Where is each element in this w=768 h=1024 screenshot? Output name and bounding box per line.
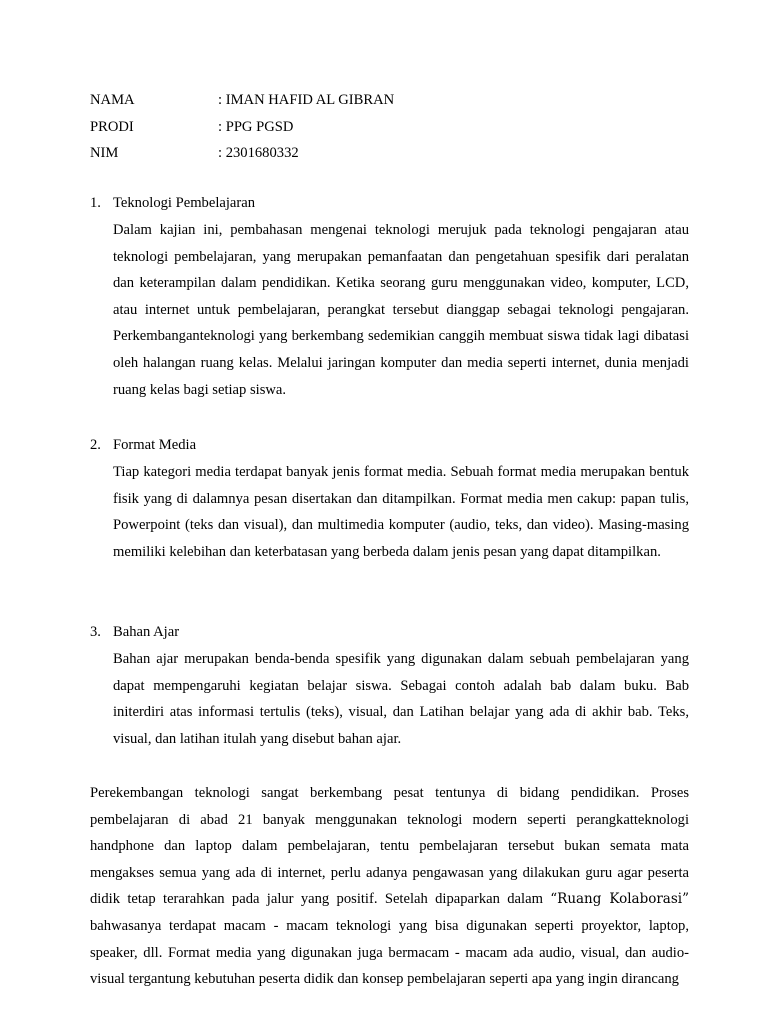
section-number: 1.: [90, 195, 101, 211]
section-1-heading: [90, 195, 255, 212]
section-3-heading: [90, 624, 179, 641]
section-2-body: Tiap kategori media terdapat banyak jenis format media. Sebuah format media merupakan bentuk fisik yang di dalamnya pesan disertakan dan ditampilkan. Format media men cakup: papan tulis, Powerpoint (teks dan visual), dan multimedia komputer (audio, teks, dan video). Masing-masing memiliki kelebihan dan keterbatasan yang berbeda dalam jenis pesan yang dapat ditampilkan.: [113, 464, 689, 560]
identity-block: [90, 87, 394, 167]
section-title: Bahan Ajar: [113, 624, 180, 640]
section-3-body: Bahan ajar merupakan benda-benda spesifik yang digunakan dalam sebuah pembelajaran yang dapat mempengaruhi kegiatan belajar siswa. Sebagai contoh adalah bab dalam buku. Bab initerdiri atas informasi tertulis (teks), visual, dan Latihan belajar yang ada di akhir bab. Teks, visual, dan latihan itulah yang disebut bahan ajar.: [113, 651, 689, 747]
identity-row-prodi: [90, 114, 394, 141]
section-title: Teknologi Pembelajaran: [113, 195, 256, 211]
identity-value: : PPG PGSD: [218, 118, 294, 135]
identity-value: : IMAN HAFID AL GIBRAN: [218, 92, 395, 108]
identity-label: NAMA: [90, 92, 135, 108]
closing-text-after: bahwasanya terdapat macam - macam teknologi yang bisa digunakan seperti proyektor, laptop, speaker, dll. Format media yang digunakan juga bermacam - macam ada audio, visual, dan audio-visual tergantung kebutuhan peserta didik dan konsep pembelajaran seperti apa yang ingin dirancang: [90, 917, 689, 988]
section-number: 2.: [90, 437, 101, 453]
identity-row-nim: [90, 140, 394, 167]
closing-text-before: Perekembangan teknologi sangat berkembang pesat tentunya di bidang pendidikan. Proses pembelajaran di abad 21 banyak menggunakan teknologi modern seperti perangkatteknologi handphone dan laptop dalam pembelajaran, tentu pembelajaran tersebut bukan semata mata mengakses semua yang ada di internet, perlu adanya pengawasan yang dilakukan guru agar peserta didik tetap terarahkan pada jalur yang positif. Setelah dipaparkan dalam: [90, 785, 689, 908]
identity-row-nama: [90, 87, 394, 114]
identity-label: NIM: [90, 145, 119, 162]
section-title: Format Media: [113, 437, 197, 453]
section-number: 3.: [90, 624, 101, 640]
section-1-body: Dalam kajian ini, pembahasan mengenai teknologi merujuk pada teknologi pengajaran atau teknologi pembelajaran, yang merupakan pemanfaatan dan pengetahuan spesifik dari peralatan dan keterampilan dalam pendidikan. Ketika seorang guru menggunakan video, komputer, LCD, atau internet untuk pembelajaran, perangkat tersebut dianggap sebagai teknologi pengajaran. Perkembanganteknologi yang berkembang sedemikian canggih membuat siswa tidak lagi dibatasi oleh halangan ruang kelas. Melalui jaringan komputer dan media seperti internet, dunia menjadi ruang kelas bagi setiap siswa.: [113, 222, 689, 398]
identity-value: : 2301680332: [218, 145, 299, 162]
identity-label: PRODI: [90, 118, 134, 135]
closing-paragraph: [90, 780, 689, 993]
ruang-kolaborasi-term: “Ruang Kolaborasi”: [550, 891, 690, 908]
section-2-heading: [90, 437, 196, 454]
